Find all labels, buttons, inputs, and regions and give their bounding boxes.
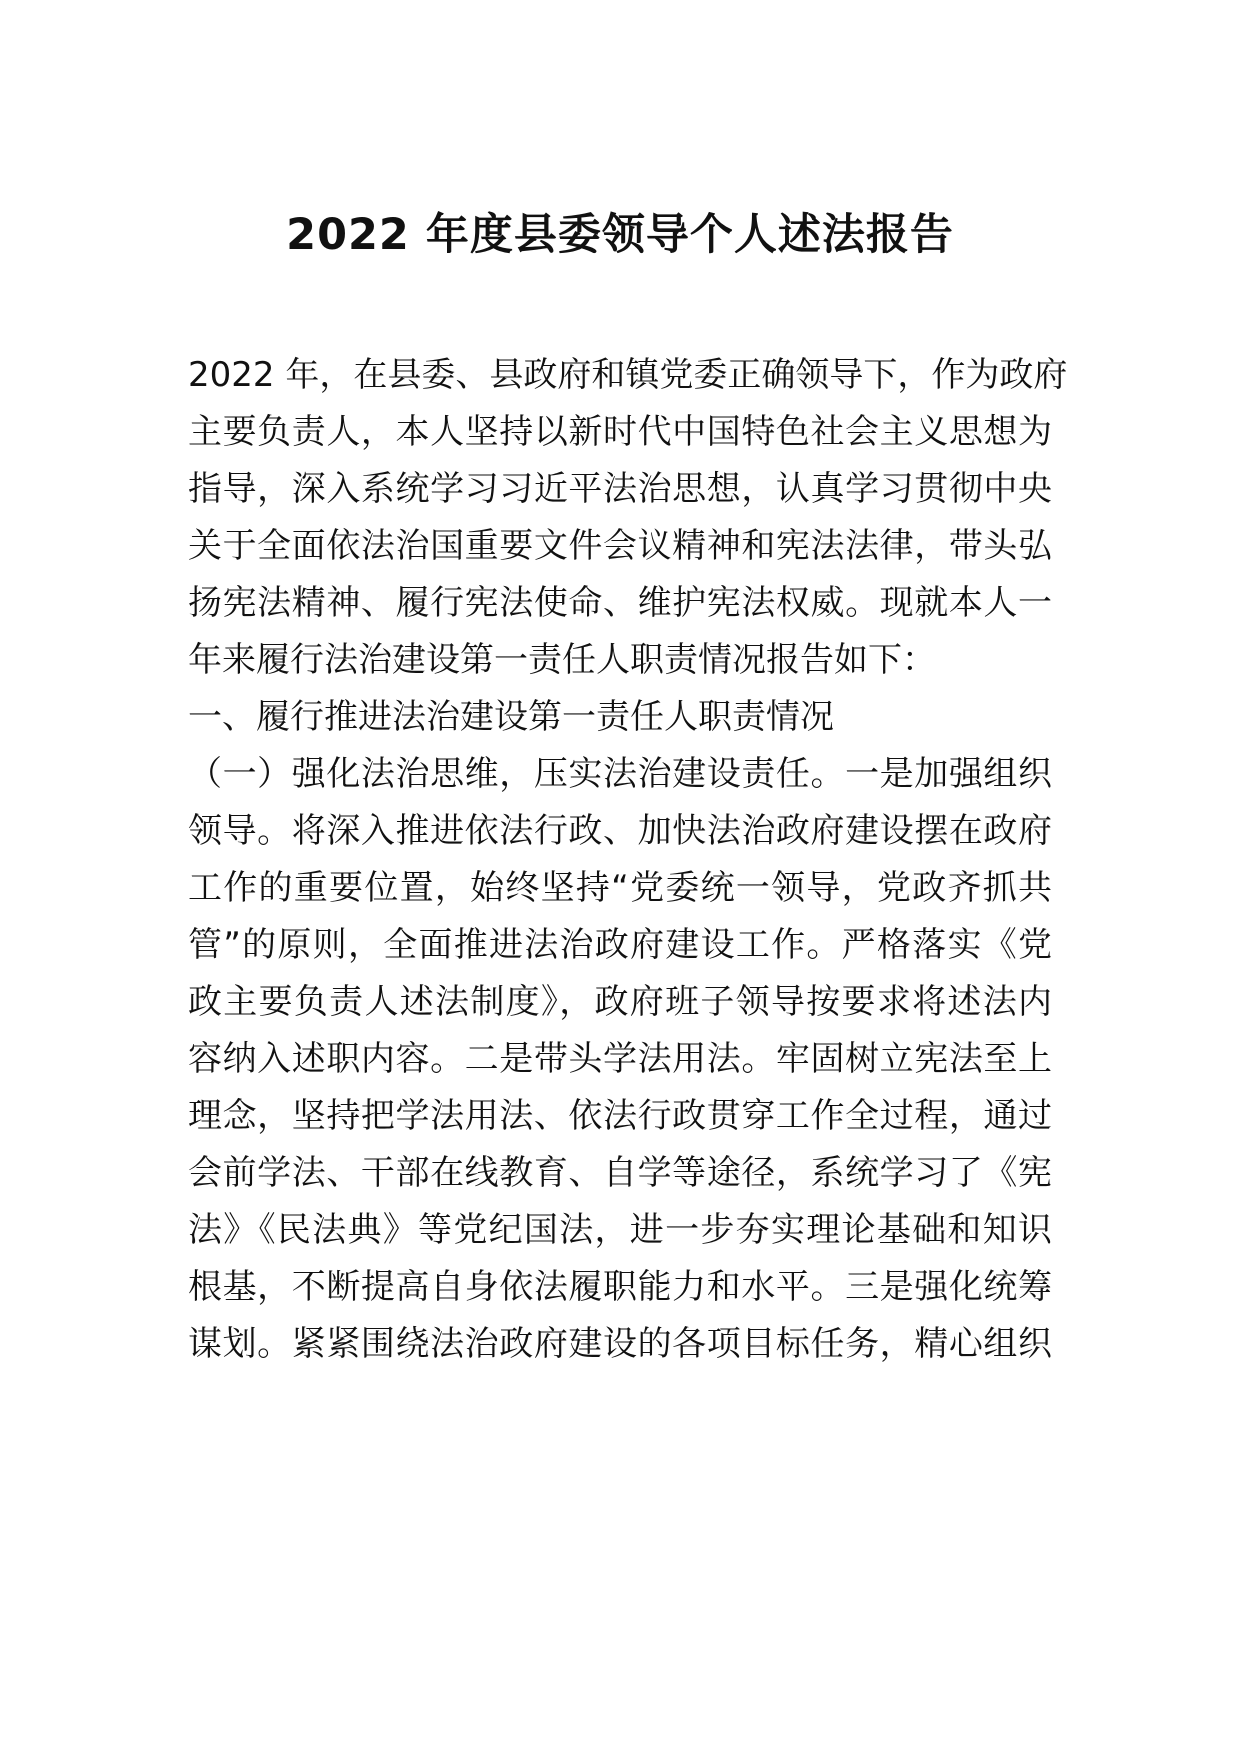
paragraph-line: 扬宪法精神、履行宪法使命、维护宪法权威。现就本人一	[188, 583, 1052, 623]
paragraph-line: 指导，深入系统学习习近平法治思想，认真学习贯彻中央	[188, 469, 1052, 509]
paragraph-line: 法》《民法典》等党纪国法，进一步夯实理论基础和知识	[188, 1210, 1052, 1250]
paragraph-line: 政主要负责人述法制度》，政府班子领导按要求将述法内	[188, 982, 1052, 1022]
paragraph-line: 主要负责人，本人坚持以新时代中国特色社会主义思想为	[188, 412, 1052, 452]
paragraph-line: 关于全面依法治国重要文件会议精神和宪法法律，带头弘	[188, 526, 1052, 566]
paragraph-line: （一）强化法治思维，压实法治建设责任。一是加强组织	[188, 754, 1052, 794]
paragraph-line: 根基，不断提高自身依法履职能力和水平。三是强化统筹	[188, 1267, 1052, 1307]
paragraph-line: 年来履行法治建设第一责任人职责情况报告如下：	[188, 640, 936, 680]
paragraph-line: 会前学法、干部在线教育、自学等途径，系统学习了《宪	[188, 1153, 1052, 1193]
paragraph-line: 理念，坚持把学法用法、依法行政贯穿工作全过程，通过	[188, 1096, 1052, 1136]
paragraph-line: 领导。将深入推进依法行政、加快法治政府建设摆在政府	[188, 811, 1052, 851]
paragraph-line: 管”的原则，全面推进法治政府建设工作。严格落实《党	[188, 925, 1052, 965]
section-heading: 一、履行推进法治建设第一责任人职责情况	[188, 697, 834, 737]
paragraph-line: 容纳入述职内容。二是带头学法用法。牢固树立宪法至上	[188, 1039, 1052, 1079]
paragraph-line: 2022 年，在县委、县政府和镇党委正确领导下，作为政府	[188, 355, 1068, 395]
paragraph-line: 谋划。紧紧围绕法治政府建设的各项目标任务，精心组织	[188, 1324, 1052, 1364]
document-title: 2022 年度县委领导个人述法报告	[286, 210, 954, 260]
paragraph-line: 工作的重要位置，始终坚持“党委统一领导，党政齐抓共	[188, 868, 1052, 908]
